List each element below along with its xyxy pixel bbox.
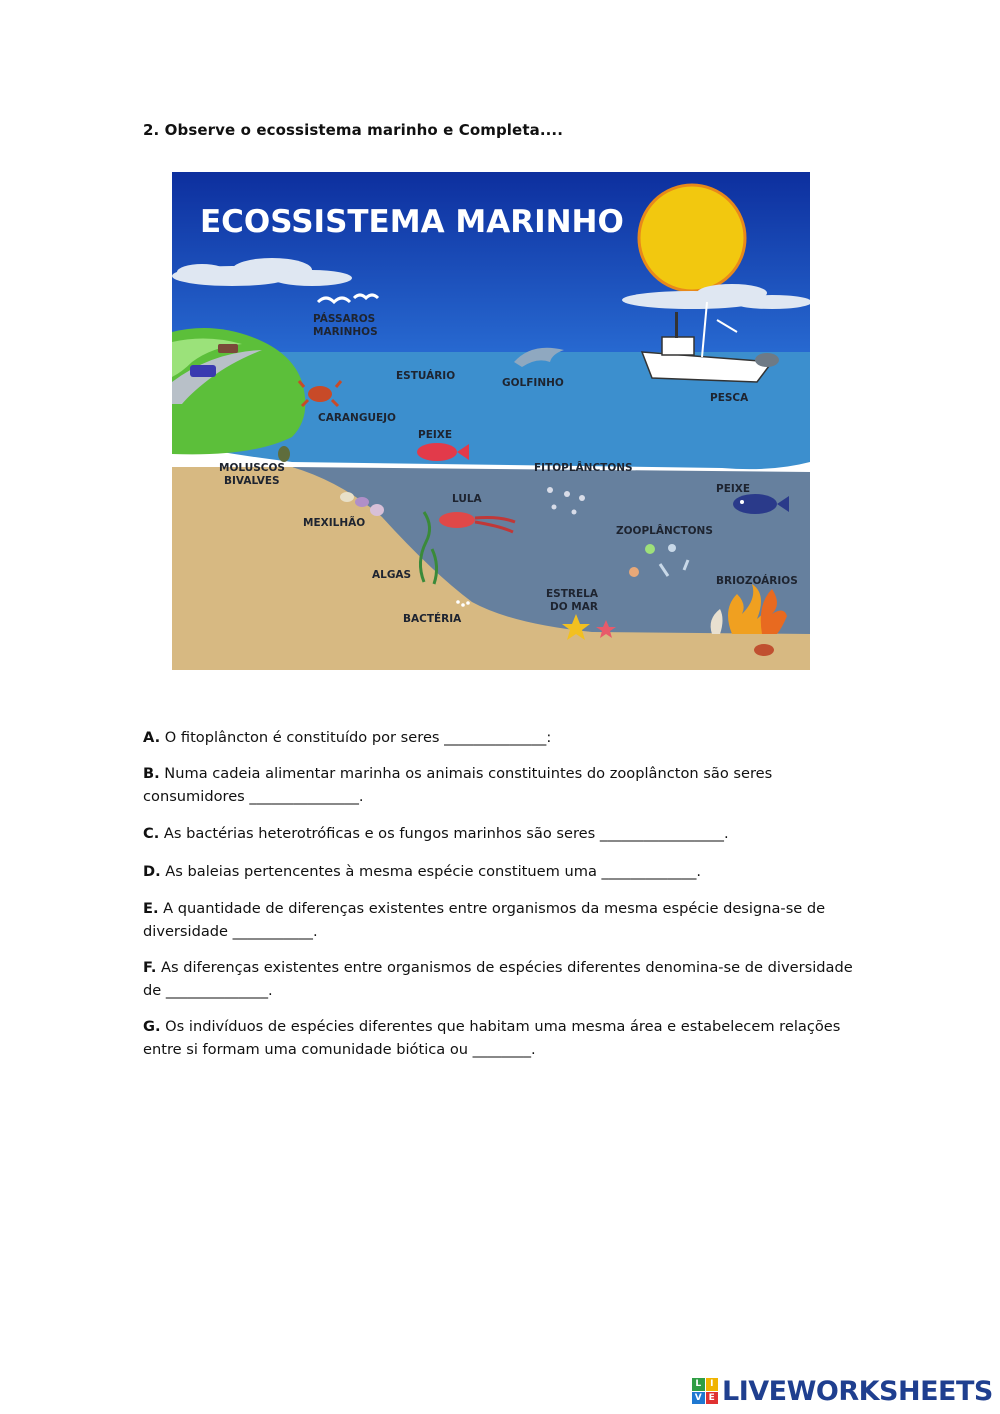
truck-icon	[218, 344, 238, 353]
question-letter: B.	[143, 765, 160, 782]
question-text: Os indivíduos de espécies diferentes que habitam uma mesma área e estabelecem relações entre si formam uma comunidade biótica ou ________.	[143, 1018, 841, 1058]
question-letter: C.	[143, 825, 160, 842]
logo-text: LIVEWORKSHEETS	[722, 1375, 993, 1407]
label-estuario: ESTUÁRIO	[396, 370, 456, 382]
mollusc-icon	[278, 446, 290, 462]
question-letter: F.	[143, 959, 157, 976]
question-c	[143, 822, 863, 845]
marine-ecosystem-illustration	[172, 172, 810, 670]
exercise-heading: 2. Observe o ecossistema marinho e Completa....	[143, 121, 564, 139]
label-do-mar: DO MAR	[550, 601, 598, 613]
label-fitoplanctons: FITOPLÂNCTONS	[534, 462, 633, 474]
label-zooplanctons: ZOOPLÂNCTONS	[616, 525, 713, 537]
question-text: O fitoplâncton é constituído por seres ______________:	[160, 729, 552, 746]
label-pesca: PESCA	[710, 392, 749, 404]
label-marinhos: MARINHOS	[313, 326, 378, 338]
label-peixe-2: PEIXE	[716, 483, 751, 495]
question-g	[143, 1015, 863, 1061]
label-passaros: PÁSSAROS	[313, 313, 376, 325]
seal-icon	[755, 353, 779, 367]
label-moluscos: MOLUSCOS	[219, 462, 285, 474]
question-text: As bactérias heterotróficas e os fungos marinhos são seres _________________.	[159, 825, 729, 842]
label-caranguejo: CARANGUEJO	[318, 412, 396, 424]
label-algas: ALGAS	[372, 569, 412, 581]
question-letter: A.	[143, 729, 161, 746]
label-golfinho: GOLFINHO	[502, 377, 564, 389]
label-bacteria: BACTÉRIA	[403, 613, 462, 625]
question-text: As diferenças existentes entre organismos de espécies diferentes denomina-se de diversidade de ______________.	[143, 959, 853, 999]
question-f	[143, 956, 863, 1002]
label-estrela: ESTRELA	[546, 588, 598, 600]
label-mexilhao: MEXILHÃO	[303, 517, 366, 529]
label-peixe-1: PEIXE	[418, 429, 453, 441]
figure-title: ECOSSISTEMA MARINHO	[200, 204, 624, 240]
question-text: A quantidade de diferenças existentes entre organismos da mesma espécie designa-se de diversidade ___________.	[143, 900, 826, 940]
question-letter: E.	[143, 900, 159, 917]
label-briozoarios: BRIOZOÁRIOS	[716, 575, 798, 587]
liveworksheets-logo[interactable]	[692, 1376, 993, 1406]
question-letter: G.	[143, 1018, 161, 1035]
label-bivalves: BIVALVES	[224, 475, 280, 487]
label-lula: LULA	[452, 493, 482, 505]
question-d	[143, 860, 863, 883]
question-text: As baleias pertencentes à mesma espécie constituem uma _____________.	[160, 863, 702, 880]
question-text: Numa cadeia alimentar marinha os animais constituintes do zooplâncton são seres consumidores _______________.	[143, 765, 773, 805]
question-letter: D.	[143, 863, 161, 880]
question-b	[143, 762, 863, 808]
car-icon	[190, 365, 216, 377]
logo-mark-icon: L I V E	[692, 1378, 718, 1404]
sun-icon	[639, 185, 745, 291]
question-e	[143, 897, 863, 943]
question-a	[143, 726, 863, 749]
